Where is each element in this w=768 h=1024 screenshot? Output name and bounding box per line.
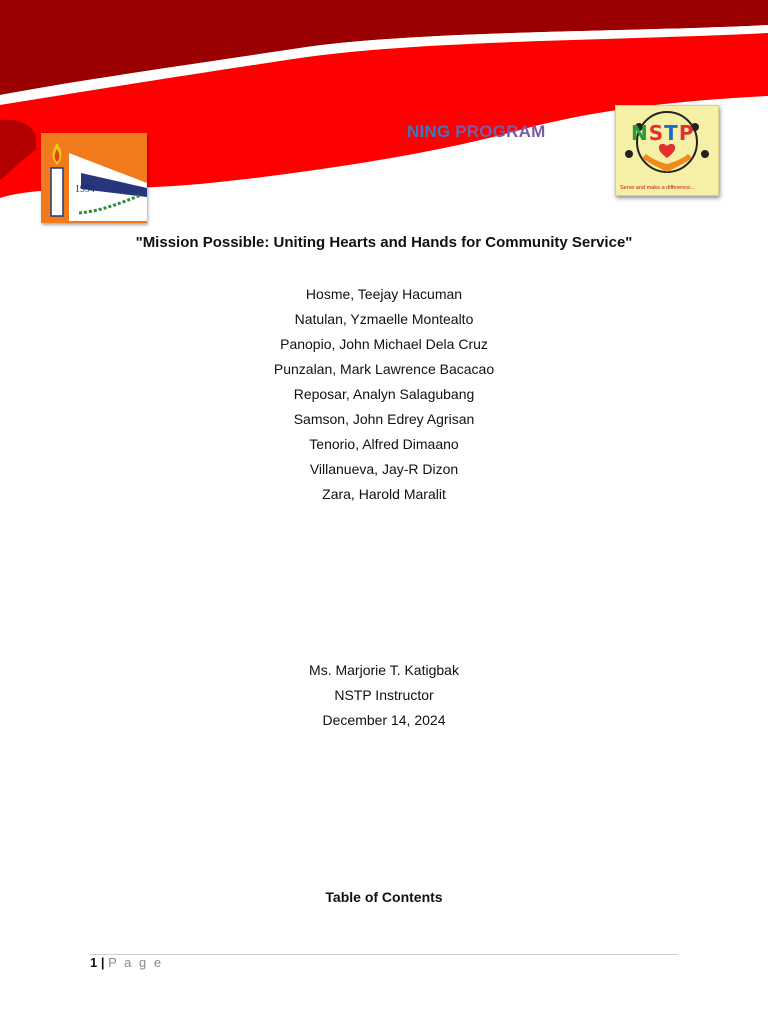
footer-divider	[90, 954, 678, 955]
member-name: Reposar, Analyn Salagubang	[293, 386, 475, 402]
page-footer	[90, 955, 163, 970]
nstp-logo-tagline: Serve and make a difference...	[620, 185, 695, 191]
submission-date: December 14, 2024	[322, 712, 446, 728]
nstp-logo-word: NSTP	[631, 121, 695, 145]
page-label: P a g e	[108, 955, 164, 970]
member-name: Villanueva, Jay-R Dizon	[309, 461, 459, 477]
member-name: Panopio, John Michael Dela Cruz	[280, 336, 488, 352]
program-title-part1: NING	[407, 122, 451, 141]
page-number: 1	[90, 955, 98, 970]
program-title	[407, 122, 545, 142]
document-title: "Mission Possible: Uniting Hearts and Hands for Community Service"	[135, 234, 633, 251]
member-list	[0, 284, 768, 509]
school-logo	[41, 133, 147, 223]
instructor-block	[0, 660, 768, 735]
nstp-hands-icon	[616, 106, 718, 195]
member-name: Natulan, Yzmaelle Montealto	[294, 311, 474, 327]
member-name: Samson, John Edrey Agrisan	[293, 411, 475, 427]
member-name: Tenorio, Alfred Dimaano	[309, 436, 459, 452]
instructor-name: Ms. Marjorie T. Katigbak	[309, 662, 459, 678]
member-name: Zara, Harold Maralit	[322, 486, 446, 502]
nstp-logo	[615, 105, 719, 196]
school-logo-year: 1994	[75, 184, 95, 195]
member-name: Hosme, Teejay Hacuman	[305, 286, 463, 302]
school-emblem-icon	[41, 133, 147, 223]
instructor-role: NSTP Instructor	[334, 687, 434, 703]
member-name: Punzalan, Mark Lawrence Bacacao	[273, 361, 495, 377]
toc-heading: Table of Contents	[325, 889, 443, 905]
footer-separator: |	[100, 955, 105, 970]
program-title-part2: PROGRAM	[455, 122, 546, 141]
